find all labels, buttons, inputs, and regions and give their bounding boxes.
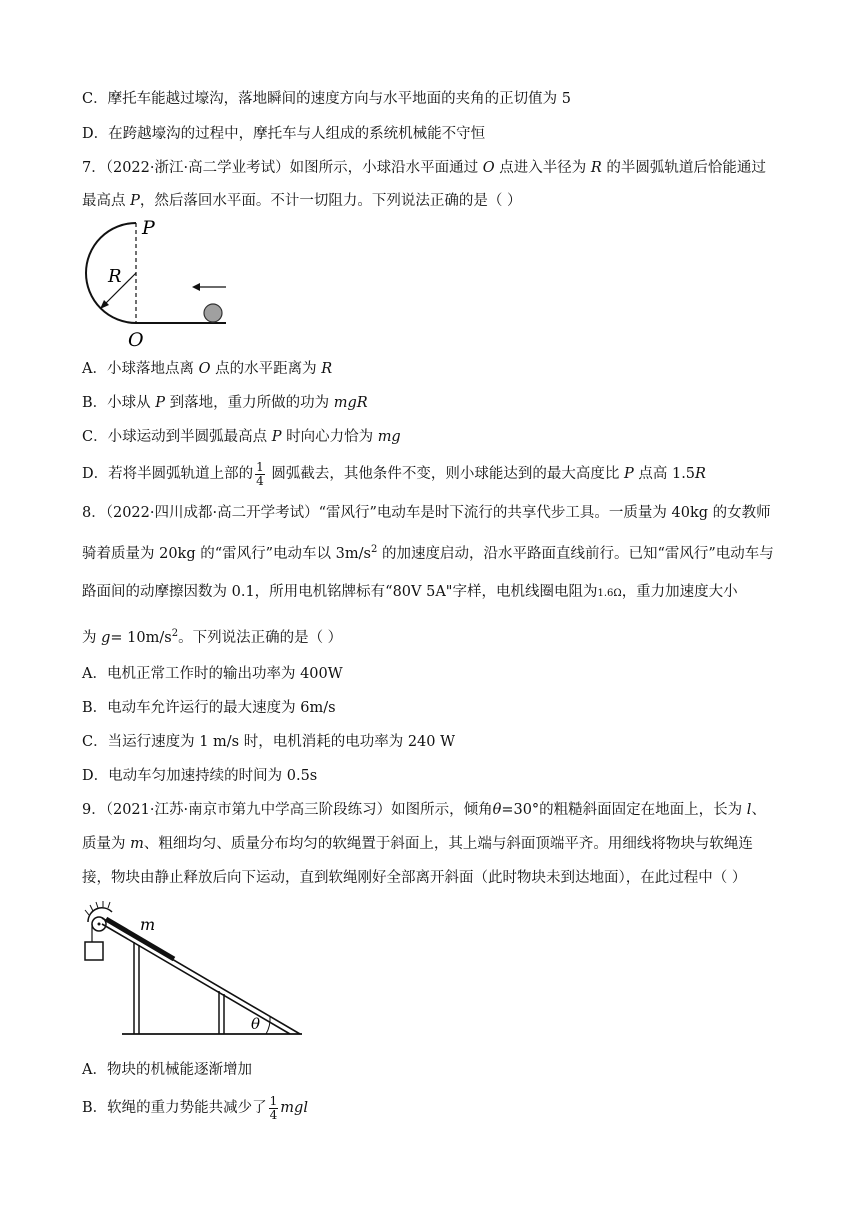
q7-var-r: R xyxy=(695,466,706,482)
q7-stem-text: 最高点 xyxy=(82,193,131,209)
q9-stem-line2 xyxy=(82,834,753,854)
q7-option-text: 点高 1.5 xyxy=(633,466,696,482)
q7-option-a xyxy=(82,359,332,379)
q8-stem-line2 xyxy=(82,540,774,564)
q7-expr-mgr: mgR xyxy=(333,395,368,411)
q7-var-p: P xyxy=(155,395,166,411)
q8-stem-line4 xyxy=(82,624,342,648)
q9-stem-line1 xyxy=(82,800,766,820)
q9-pulley-axle xyxy=(98,923,101,926)
q9-stem-text: 、 xyxy=(751,802,766,818)
q9-expr-mgl: mgl xyxy=(280,1100,308,1116)
q8-coil-resistance: 1.6Ω xyxy=(597,588,622,599)
q9-block xyxy=(85,942,103,960)
q7-label-p: P xyxy=(142,217,155,239)
q8-stem-text: ，重力加速度大小 xyxy=(621,584,738,600)
q8-stem-text: 的加速度启动，沿水平路面直线前行。已知“雷风行”电动车与 xyxy=(377,545,774,562)
q8-option-d: D．电动车匀加速持续的时间为 0.5s xyxy=(82,768,318,784)
q7-var-r: R xyxy=(590,160,602,176)
q9-var-m: m xyxy=(130,836,144,852)
q9-incline-surface-lower xyxy=(102,924,290,1034)
q8-option-c: C．当运行速度为 1 m/s 时，电机消耗的电功率为 240 W xyxy=(82,734,456,750)
q7-option-b xyxy=(82,393,368,413)
q7-stem-line2 xyxy=(82,191,521,211)
q7-velocity-arrowhead xyxy=(192,283,200,291)
q8-stem-text: 为 xyxy=(82,629,102,646)
q7-option-text: 时向心力恰为 xyxy=(281,429,378,445)
q9-var-l: l xyxy=(746,802,752,818)
q7-ball xyxy=(204,304,222,322)
q7-var-p: P xyxy=(130,193,140,209)
superscript: 2 xyxy=(171,628,179,639)
q8-stem-text: 骑着质量为 20kg 的“雷风行”电动车以 3m/s xyxy=(82,545,371,562)
q7-fraction-one-quarter xyxy=(255,461,265,488)
fraction-numerator: 1 xyxy=(269,1093,278,1108)
q7-option-text: A．小球落地点离 xyxy=(82,361,199,377)
fraction-numerator: 1 xyxy=(256,459,264,474)
q9-incline-figure xyxy=(78,900,308,1042)
superscript: 2 xyxy=(370,544,378,555)
q8-stem-line3 xyxy=(82,582,738,604)
q7-option-c xyxy=(82,427,401,447)
q7-label-r: R xyxy=(108,266,122,287)
q7-var-r: R xyxy=(321,361,333,377)
q7-stem-text: 点进入半径为 xyxy=(494,160,591,176)
q9-option-text: B．软绳的重力势能共减少了 xyxy=(82,1100,267,1116)
q9-option-b xyxy=(82,1092,308,1124)
q7-expr-mg: mg xyxy=(377,429,401,445)
q7-option-text: D．若将半圆弧轨道上部的 xyxy=(82,466,254,482)
q9-option-a: A．物块的机械能逐渐增加 xyxy=(82,1062,252,1078)
q9-stem-text: 、粗细均匀、质量分布均匀的软绳置于斜面上，其上端与斜面顶端平齐。用细线将物块与软绳连 xyxy=(143,836,753,852)
q8-option-a: A．电机正常工作时的输出功率为 400W xyxy=(82,666,343,682)
q9-stem-text: 9．（2021·江苏·南京市第九中学高三阶段练习）如图所示，倾角 xyxy=(82,802,493,818)
q7-label-o: O xyxy=(128,329,144,350)
q7-option-text: 到落地，重力所做的功为 xyxy=(165,395,334,411)
q7-option-text: B．小球从 xyxy=(82,395,156,411)
q9-stem-line3: 接，物块由静止释放后向下运动，直到软绳刚好全部离开斜面（此时物块未到达地面），在此过程中（ ） xyxy=(82,870,747,886)
q7-option-text: 圆弧截去，其他条件不变，则小球能达到的最大高度比 xyxy=(266,466,624,482)
fraction-denominator: 4 xyxy=(256,473,264,488)
q9-label-theta: θ xyxy=(251,1015,261,1033)
q8-var-g: g xyxy=(101,629,111,646)
q9-label-m: m xyxy=(140,915,156,934)
q7-stem-text: 7．（2022·浙江·高二学业考试）如图所示，小球沿水平面通过 xyxy=(82,160,483,176)
q8-stem-line1: 8．（2022·四川成都·高二开学考试）“雷风行”电动车是时下流行的共享代步工具。一质量为 40kg 的女教师 xyxy=(82,505,771,521)
q7-stem-text: ，然后落回水平面。不计一切阻力。下列说法正确的是（ ） xyxy=(139,193,522,209)
q7-var-o: O xyxy=(198,361,211,377)
fraction-denominator: 4 xyxy=(269,1107,278,1122)
q7-option-text: C．小球运动到半圆弧最高点 xyxy=(82,429,272,445)
q8-option-b: B．电动车允许运行的最大速度为 6m/s xyxy=(82,700,336,716)
q6-option-d: D．在跨越壕沟的过程中，摩托车与人组成的系统机械能不守恒 xyxy=(82,126,486,142)
q7-option-d xyxy=(82,459,706,489)
q8-stem-text: 。下列说法正确的是（ ） xyxy=(178,629,343,646)
q7-var-p: P xyxy=(623,466,634,482)
q7-stem-text: 的半圆弧轨道后恰能通过 xyxy=(601,160,766,176)
q8-stem-text: 路面间的动摩擦因数为 0.1，所用电机铭牌标有“80V 5A"字样，电机线圈电阻为 xyxy=(82,584,598,600)
q8-stem-text: = 10m/s xyxy=(110,629,172,646)
q7-var-p: P xyxy=(271,429,282,445)
q7-option-text: 点的水平距离为 xyxy=(210,361,322,377)
q9-stem-text: =30°的粗糙斜面固定在地面上，长为 xyxy=(501,802,747,818)
q9-stem-text: 质量为 xyxy=(82,836,131,852)
q7-semicircle-track-figure xyxy=(78,214,238,350)
q9-var-theta: θ xyxy=(492,802,502,818)
q9-fraction-one-quarter xyxy=(269,1095,279,1122)
q7-stem-line1 xyxy=(82,158,766,178)
q6-option-c: C．摩托车能越过壕沟，落地瞬间的速度方向与水平地面的夹角的正切值为 5 xyxy=(82,91,571,107)
q7-var-o: O xyxy=(482,160,495,176)
